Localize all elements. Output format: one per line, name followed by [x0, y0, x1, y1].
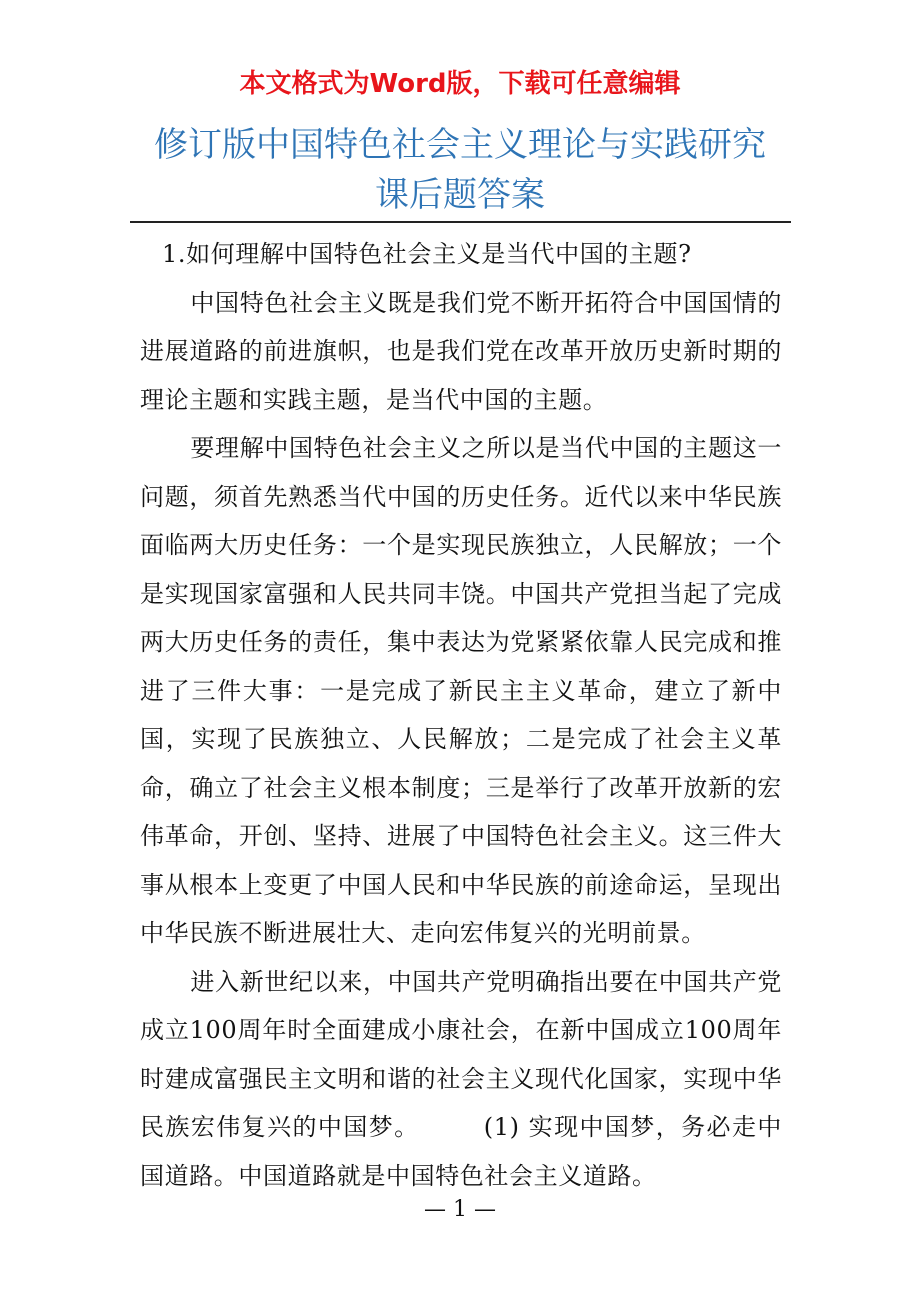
- title-divider: [130, 221, 791, 223]
- word-format-banner: 本文格式为Word版，下载可任意编辑: [239, 69, 681, 99]
- document-body: [140, 230, 782, 1200]
- paragraph-3: 进入新世纪以来，中国共产党明确指出要在中国共产党成立100周年时全面建成小康社会，在新中国成立100周年时建成富强民主文明和谐的社会主义现代化国家，实现中华民族宏伟复兴的中国梦。 (1) 实现中国梦，务必走中国道路。中国道路就是中国特色社会主义道路。: [140, 967, 782, 1190]
- paragraph-2: 要理解中国特色社会主义之所以是当代中国的主题这一问题，须首先熟悉当代中国的历史任务。近代以来中华民族面临两大历史任务：一个是实现民族独立，人民解放；一个是实现国家富强和人民共同丰饶。中国共产党担当起了完成两大历史任务的责任，集中表达为党紧紧依靠人民完成和推进了三件大事：一是完成了新民主主义革命，建立了新中国，实现了民族独立、人民解放；二是完成了社会主义革命，确立了社会主义根本制度；三是举行了改革开放新的宏伟革命，开创、坚持、进展了中国特色社会主义。这三件大事从根本上变更了中国人民和中华民族的前途命运，呈现出中华民族不断进展壮大、走向宏伟复兴的光明前景。: [140, 434, 782, 947]
- document-title-line-2: 课后题答案: [375, 175, 545, 215]
- page-number: — 1 —: [424, 1197, 496, 1222]
- document-title: [130, 120, 790, 220]
- paragraph-1: 中国特色社会主义既是我们党不断开拓符合中国国情的进展道路的前进旗帜，也是我们党在改革开放历史新时期的理论主题和实践主题，是当代中国的主题。: [140, 288, 782, 414]
- question-heading: 1.如何理解中国特色社会主义是当代中国的主题?: [162, 240, 692, 268]
- document-title-line-1: 修订版中国特色社会主义理论与实践研究: [154, 125, 766, 165]
